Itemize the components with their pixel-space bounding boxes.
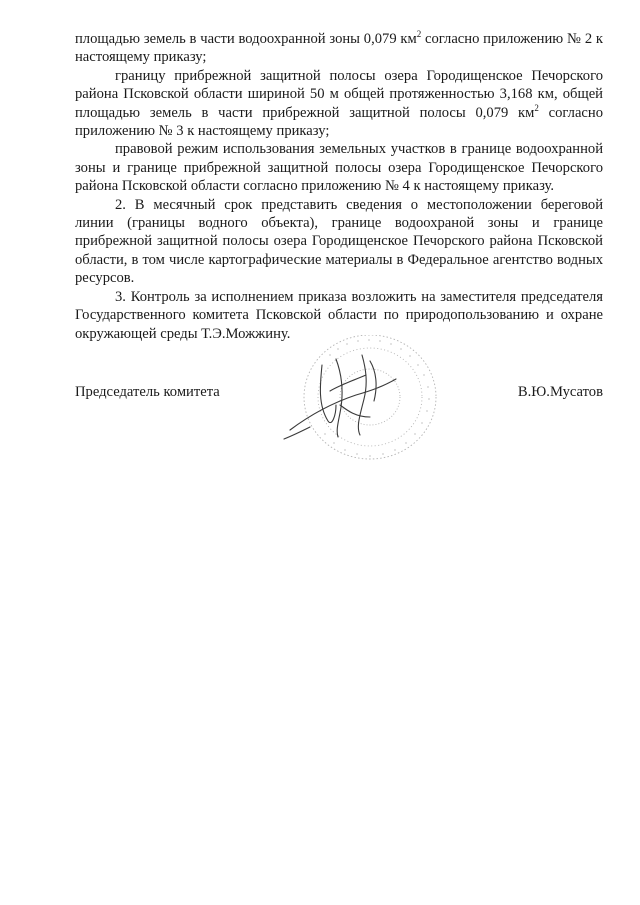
paragraph-item-3: 3. Контроль за исполнением приказа возложить на заместителя председателя Государственного комитета Псковской области по природопользованию и охране окружающей среды Т.Э.Можжину. xyxy=(75,288,603,342)
signatory-position: Председатель комитета xyxy=(75,384,220,400)
paragraph-text: согласно приложению № 3 к настоящему приказу; xyxy=(75,104,604,140)
signature-block xyxy=(75,383,603,403)
paragraph-coastal-strip-boundary xyxy=(75,67,603,141)
paragraph-legal-regime: правовой режим использования земельных участков в границе водоохранной зоны и границе прибрежной защитной полосы озера Городищенское Печорского района Псковской области согласно приложению № 4 к настоящему приказу. xyxy=(75,141,603,195)
signatory-name: В.Ю.Мусатов xyxy=(517,384,603,400)
superscript: 2 xyxy=(416,29,422,39)
paragraph-text: площадью земель в части водоохранной зоны 0,079 км xyxy=(75,31,417,47)
paragraph-item-2: 2. В месячный срок представить сведения о местоположении береговой линии (границы водного объекта), границе водоохраной зоны и границе прибрежной защитной полосы озера Городищенское Печорского района Псковской области, в том числе картографические материалы в Федеральное агентство водных ресурсов. xyxy=(75,196,603,287)
paragraph-text: границу прибрежной защитной полосы озера Городищенское Печорского района Псковской области шириной 50 м общей протяженностью 3,168 км, общей площадью земель в части прибрежной защитной полосы 0,079 км xyxy=(75,67,603,121)
document-body xyxy=(75,30,603,343)
paragraph-text: согласно приложению № 2 к настоящему приказу; xyxy=(75,31,603,66)
superscript: 2 xyxy=(534,102,539,113)
paragraph-area-water-protection-zone xyxy=(75,30,603,67)
